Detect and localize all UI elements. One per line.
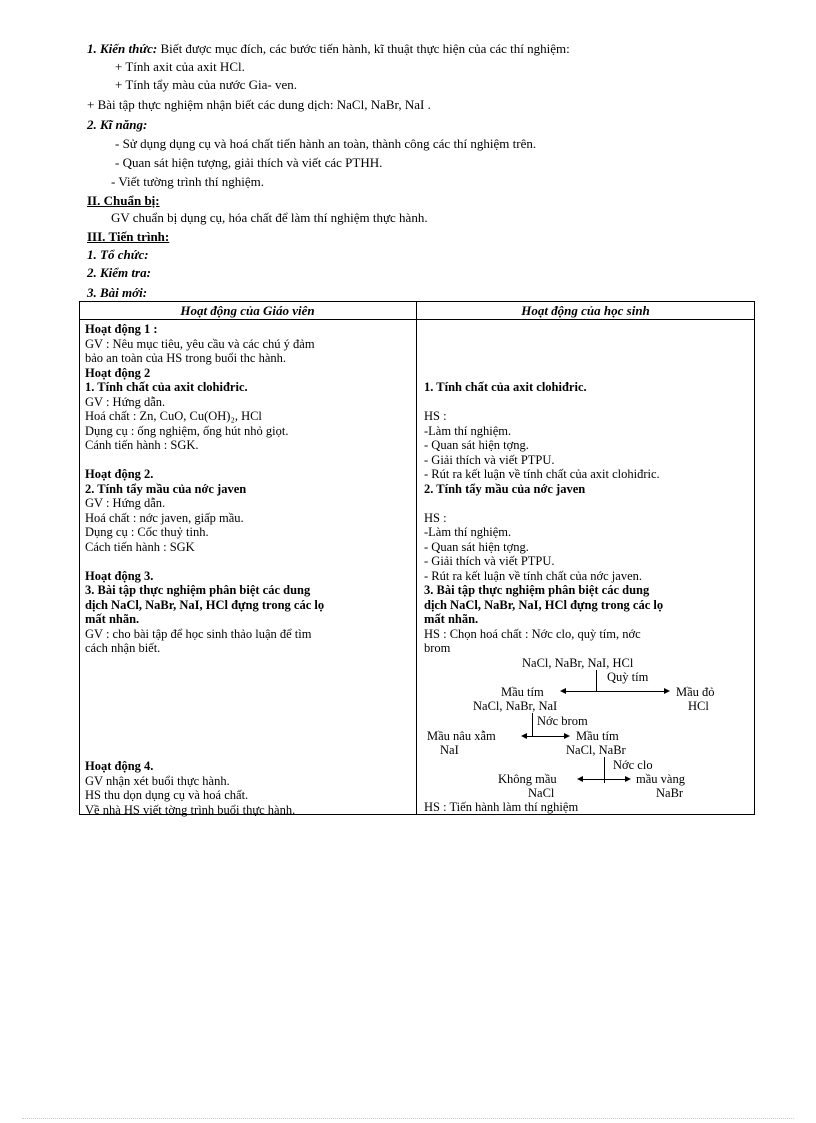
activity-4-subtitle: mất nhãn. — [85, 612, 140, 626]
page-edge — [22, 1118, 794, 1119]
process-step-1: 1. Tổ chức: — [87, 247, 149, 262]
diagram-group-1: NaCl, NaBr, NaI — [473, 699, 558, 713]
process-heading: III. Tiến trình: — [87, 229, 170, 244]
arrow-right-head — [664, 688, 670, 694]
student-line: -Làm thí nghiệm. — [424, 423, 512, 438]
diagram-result-colorless: Không mầu — [498, 772, 557, 786]
student-column-header: Hoạt động của học sinh — [521, 303, 650, 318]
activity-2-title: Hoạt động 2 — [85, 365, 151, 380]
diagram-branch-2 — [526, 736, 565, 737]
process-step-3: 3. Bài mới: — [87, 285, 148, 300]
table-divider — [416, 301, 417, 815]
activity-4-line: cách nhận biết. — [85, 641, 161, 655]
skill-item-1: - Sử dụng dụng cụ và hoá chất tiến hành an toàn, thành công các thí nghiệm trên. — [115, 136, 537, 151]
arrow-right-head — [625, 776, 631, 782]
activity-2-subtitle: 1. Tính chất của axit clohiđric. — [85, 380, 248, 394]
student-section-3-title: 3. Bài tập thực nghiệm phân biệt các dung — [424, 583, 650, 597]
diagram-result-purple-2: Mầu tím — [576, 729, 619, 743]
diagram-result-yellow: mầu vàng — [636, 772, 685, 786]
diagram-branch-1 — [565, 691, 665, 692]
activity-1-title: Hoạt động 1 : — [85, 322, 158, 336]
student-line: - Giải thích và viết PTPU. — [424, 554, 555, 568]
teacher-column-end — [85, 759, 413, 817]
activity-2-line: Cánh tiến hành : SGK. — [85, 438, 199, 452]
diagram-reagent-1: Quỳ tím — [607, 670, 649, 684]
knowledge-item-3: + Bài tập thực nghiệm nhận biết các dung dịch: NaCl, NaBr, NaI . — [87, 97, 431, 112]
activity-4-subtitle: 3. Bài tập thực nghiệm phân biệt các dung — [85, 583, 311, 597]
activity-2-line: Dụng cụ : ống nghiệm, ống hút nhỏ giọt. — [85, 423, 289, 438]
activity-5-line: GV nhận xét buổi thực hành. — [85, 773, 230, 788]
activity-1-line: bảo an toàn của HS trong buổi thc hành. — [85, 351, 286, 365]
student-section-3-title: dịch NaCl, NaBr, NaI, HCl đựng trong các lọ — [424, 597, 664, 612]
skill-item-3: - Viết tường trình thí nghiệm. — [111, 174, 264, 189]
diagram-branch-3 — [582, 779, 626, 780]
knowledge-text: Biết được mục đích, các bước tiến hành, kĩ thuật thực hiện của các thí nghiệm: — [157, 41, 570, 56]
student-line: - Rút ra kết luận về tính chất của nớc javen. — [424, 568, 642, 583]
diagram-result-red: Mầu đỏ — [676, 685, 715, 699]
diagram-stem — [596, 670, 597, 692]
process-step-2: 2. Kiểm tra: — [87, 265, 151, 280]
teacher-column-header: Hoạt động của Giáo viên — [180, 303, 315, 318]
diagram-nabr: NaBr — [656, 786, 684, 800]
prep-text: GV chuẩn bị dụng cụ, hóa chất để làm thí nghiệm thực hành. — [111, 210, 428, 225]
diagram-stem-2 — [532, 713, 533, 737]
knowledge-item-2: + Tính tẩy màu của nước Gia- ven. — [115, 77, 298, 92]
prep-heading: II. Chuẩn bị: — [87, 193, 160, 208]
diagram-result-brown: Mầu nâu xẫm — [427, 729, 496, 743]
activity-2-line: Hoá chất : Zn, CuO, Cu(OH)₂, HCl — [85, 409, 262, 423]
student-last-line: HS : Tiến hành làm thí nghiệm — [424, 800, 579, 814]
student-line: brom — [424, 641, 451, 655]
diagram-samples: NaCl, NaBr, NaI, HCl — [522, 656, 634, 670]
activity-4-subtitle: dịch NaCl, NaBr, NaI, HCl đựng trong các lọ — [85, 597, 325, 612]
student-line: - Giải thích và viết PTPU. — [424, 452, 555, 467]
table-header-rule — [79, 319, 755, 320]
skills-heading: 2. Kĩ năng: — [87, 117, 148, 132]
activity-2-line: GV : Hứng dẫn. — [85, 394, 166, 409]
student-line: HS : Chọn hoá chất : Nớc clo, quỳ tím, nớc — [424, 626, 641, 641]
diagram-reagent-3: Nớc clo — [613, 758, 653, 772]
activity-4-line: GV : cho bài tập để học sinh thảo luận để tìm — [85, 626, 312, 641]
student-section-2-title: 2. Tính tẩy mầu của nớc javen — [424, 481, 586, 496]
activity-3-line: Dụng cụ : Cốc thuỷ tinh. — [85, 525, 209, 539]
student-section-1-title: 1. Tính chất của axit clohiđric. — [424, 380, 587, 394]
knowledge-heading: 1. Kiến thức: — [87, 41, 158, 56]
student-line: - Rút ra kết luận về tính chất của axit clohiđric. — [424, 467, 660, 481]
activity-3-line: GV : Hứng dẫn. — [85, 496, 166, 510]
activity-5-title: Hoạt động 4. — [85, 759, 154, 773]
activity-5-line: Về nhà HS viết tờng trình buổi thực hành. — [85, 802, 296, 817]
student-line: HS : — [424, 409, 447, 423]
activity-3-line: Cách tiến hành : SGK — [85, 539, 195, 554]
knowledge-line — [87, 41, 570, 57]
activity-3-line: Hoá chất : nớc javen, giấp mầu. — [85, 510, 244, 525]
diagram-group-2: NaCl, NaBr — [566, 743, 626, 757]
skill-item-2: - Quan sát hiện tượng, giải thích và viết các PTHH. — [115, 155, 383, 170]
diagram-nacl: NaCl — [528, 786, 555, 800]
student-section-3-title: mất nhãn. — [424, 612, 479, 626]
student-line: -Làm thí nghiệm. — [424, 525, 512, 539]
student-line: HS : — [424, 510, 447, 525]
teacher-column — [85, 322, 413, 656]
activity-1-line: GV : Nêu mục tiêu, yêu cầu và các chú ý đảm — [85, 336, 315, 351]
activity-3-subtitle: 2. Tính tẩy mầu của nớc javen — [85, 481, 247, 496]
activity-5-line: HS thu dọn dụng cụ và hoá chất. — [85, 788, 249, 802]
activity-4-title: Hoạt động 3. — [85, 568, 154, 583]
knowledge-item-1: + Tính axit của axit HCl. — [115, 59, 245, 74]
diagram-hcl: HCl — [688, 699, 709, 713]
student-column — [424, 380, 750, 656]
activity-3-title: Hoạt động 2. — [85, 467, 154, 481]
diagram-nai: NaI — [440, 743, 459, 757]
diagram-reagent-2: Nớc brom — [537, 714, 588, 728]
student-line: - Quan sát hiện tợng. — [424, 539, 529, 554]
diagram-result-purple: Mầu tím — [501, 685, 544, 699]
student-line: - Quan sát hiện tợng. — [424, 438, 529, 452]
arrow-right-head — [564, 733, 570, 739]
